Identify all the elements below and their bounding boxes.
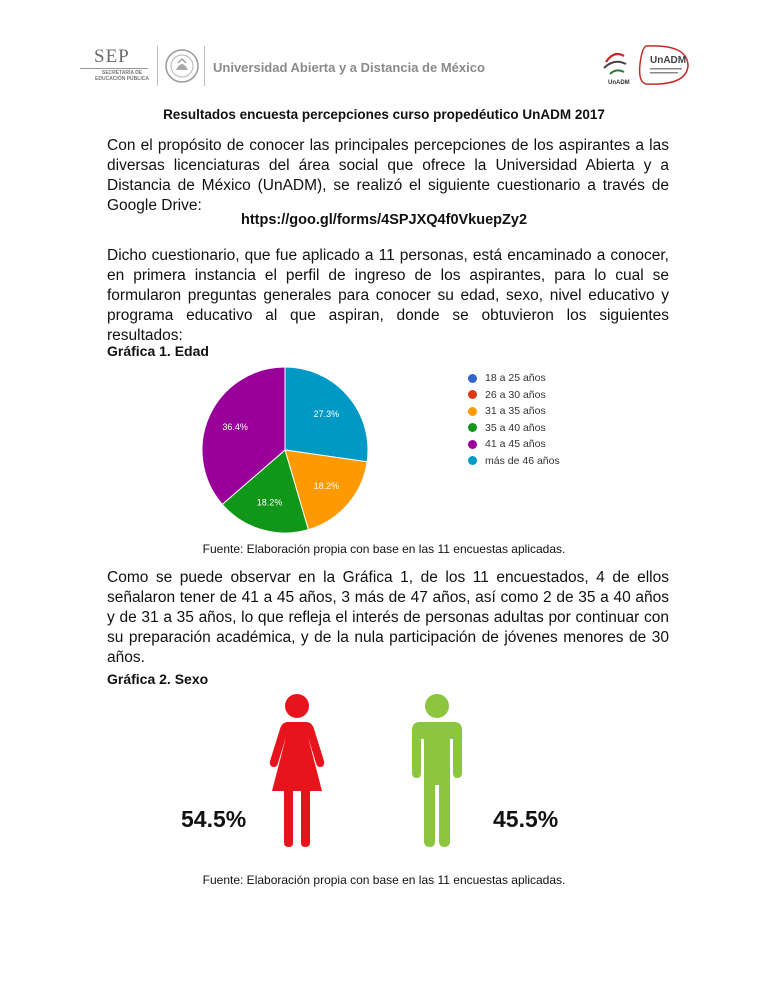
survey-link[interactable]: https://goo.gl/forms/4SPJXQ4f0VkuepZy2 (240, 212, 528, 228)
pie-slice-label: 18.2% (256, 497, 283, 508)
age-pie-legend (468, 370, 560, 469)
university-name: Universidad Abierta y a Distancia de México (213, 60, 485, 75)
sep-logo-title: SEP (94, 46, 130, 67)
legend-label: 31 a 35 años (485, 405, 546, 418)
legend-swatch (468, 407, 477, 416)
legend-label: 26 a 30 años (485, 388, 546, 401)
method-paragraph: Dicho cuestionario, que fue aplicado a 11 personas, está encaminado a conocer, en primera instancia el perfil de ingreso de los aspirantes, para lo cual se formularon preguntas generales para conocer su edad, sexo, nivel educativo y programa educativo al que aspiran, donde se obtuvieron los siguientes resultados: (107, 247, 669, 344)
sep-logo-subtitle: SECRETARÍA DE EDUCACIÓN PÚBLICA (95, 70, 149, 82)
legend-label: 18 a 25 años (485, 372, 546, 385)
legend-swatch (468, 456, 477, 465)
male-figure-icon (406, 693, 468, 847)
legend-item (468, 403, 560, 420)
legend-swatch (468, 440, 477, 449)
mexico-seal-icon (164, 48, 200, 84)
document-title: Resultados encuesta percepciones curso propedéutico UnADM 2017 (163, 107, 605, 122)
pie-slice-label: 18.2% (313, 480, 340, 491)
legend-swatch (468, 423, 477, 432)
sep-logo-rule (80, 68, 148, 69)
legend-swatch (468, 374, 477, 383)
legend-item (468, 420, 560, 437)
sep-logo (80, 46, 152, 86)
legend-item (468, 387, 560, 404)
pie-slice-label: 36.4% (222, 422, 248, 433)
legend-label: 41 a 45 años (485, 438, 546, 451)
intro-paragraph: Con el propósito de conocer las principales percepciones de los aspirantes a las diversas licenciaturas del área social que ofrece la Universidad Abierta y a Distancia de México (UnADM), se realizó el siguiente cuestionario a través de Google Drive: (107, 137, 669, 214)
chart1-heading: Gráfica 1. Edad (107, 343, 209, 359)
chart2-source: Fuente: Elaboración propia con base en las 11 encuestas aplicadas. (202, 873, 566, 887)
age-pie-chart (200, 365, 370, 535)
pie-slice-label: 27.3% (313, 409, 340, 420)
header-divider (157, 46, 158, 86)
legend-label: 35 a 40 años (485, 421, 546, 434)
legend-item (468, 436, 560, 453)
page-header (80, 42, 700, 92)
female-percentage: 54.5% (181, 806, 247, 832)
legend-label: más de 46 años (485, 454, 560, 467)
legend-item (468, 370, 560, 387)
chart2-heading: Gráfica 2. Sexo (107, 671, 209, 687)
svg-text:UnADM: UnADM (608, 80, 630, 86)
analysis-paragraph: Como se puede observar en la Gráfica 1, de los 11 encuestados, 4 de ellos señalaron tener de 41 a 45 años, 3 más de 47 años, así como 2 de 35 a 40 años y de 31 a 35 años, lo que refleja el interés de personas adultas por continuar con su preparación académica, y de la nula participación de jóvenes menores de 30 años. (107, 569, 669, 666)
legend-swatch (468, 390, 477, 399)
unadm-logo (600, 42, 692, 88)
male-percentage: 45.5% (493, 806, 559, 832)
header-divider (204, 46, 205, 86)
legend-item (468, 453, 560, 470)
unadm-logo-text: UnADM (650, 55, 687, 66)
female-figure-icon (262, 693, 332, 847)
chart1-source: Fuente: Elaboración propia con base en las 11 encuestas aplicadas. (202, 542, 566, 556)
